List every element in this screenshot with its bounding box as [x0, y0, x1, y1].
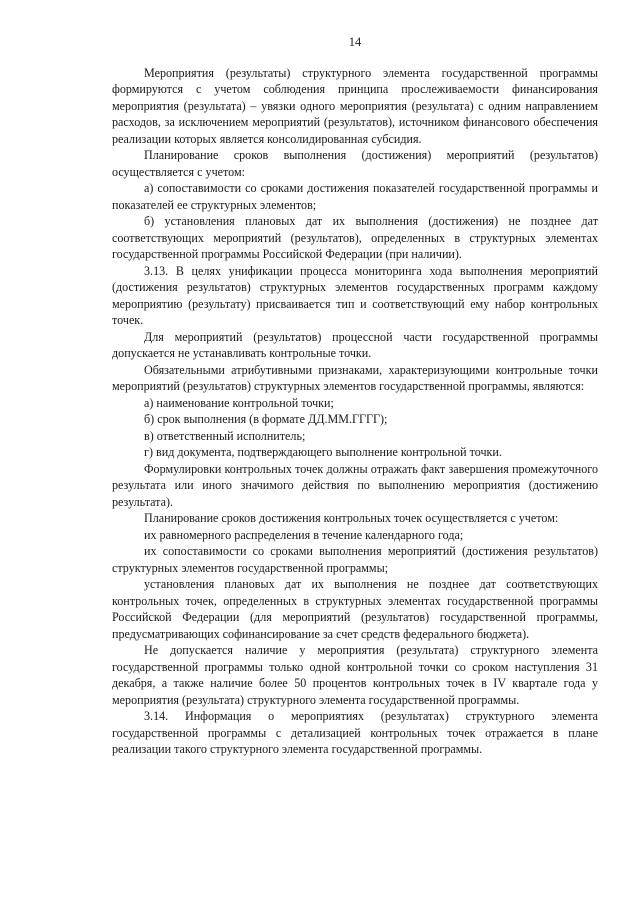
- list-item-attribute-a: а) наименование контрольной точки;: [144, 395, 334, 410]
- document-page: [112, 34, 598, 758]
- page-number: 14: [348, 35, 362, 49]
- paragraph-process-part: Для мероприятий (результатов) процессной части государственной программы допускается не устанавливать контрольные точки.: [112, 329, 598, 360]
- list-item-planned-dates: установления плановых дат их выполнения не позднее дат соответствующих контрольных точек, определенных в структурных элементах государственной программы Российской Федерации (для мероприятий (результатов) государственной программы, предусматривающих софинансирование за счет средств федерального бюджета).: [112, 577, 598, 641]
- list-item-attribute-c: в) ответственный исполнитель;: [144, 428, 306, 443]
- paragraph-3-13: 3.13. В целях унификации процесса мониторинга хода выполнения мероприятий (достижения результатов) структурных элементов государственных программ каждому мероприятию (результату) присваивается тип и соответствующий ему набор контрольных точек.: [112, 263, 598, 327]
- list-item-attribute-d: г) вид документа, подтверждающего выполнение контрольной точки.: [144, 445, 502, 459]
- list-item-even-distribution: их равномерного распределения в течение календарного года;: [144, 527, 464, 542]
- paragraph-formulations: Формулировки контрольных точек должны отражать факт завершения промежуточного результата или иного значимого действия по выполнению мероприятия (достижению результата).: [112, 461, 598, 509]
- paragraph-restrictions: Не допускается наличие у мероприятия (результата) структурного элемента государственной программы только одной контрольной точки со сроком наступления 31 декабря, а также наличие более 50 процентов контрольных точек в IV квартале года у мероприятия (результата) структурного элемента государственной программы.: [112, 643, 598, 707]
- list-item-comparability: их сопоставимости со сроками выполнения мероприятий (достижения результатов) структурных элементов государственной программы;: [112, 544, 598, 575]
- paragraph-planning-a: а) сопоставимости со сроками достижения показателей государственной программы и показателей ее структурных элементов;: [112, 181, 598, 212]
- paragraph-measures-formation: Мероприятия (результаты) структурного элемента государственной программы формируются с учетом соблюдения принципа прослеживаемости финансирования мероприятия (результата) – увязки одного мероприятия (результата) с одним направлением расходов, за исключением мероприятий (результатов), источником финансового обеспечения реализации которых является консолидированная субсидия.: [112, 65, 598, 146]
- paragraph-checkpoint-planning: Планирование сроков достижения контрольных точек осуществляется с учетом:: [144, 511, 559, 525]
- list-item-attribute-b: б) срок выполнения (в формате ДД.ММ.ГГГГ);: [144, 412, 388, 426]
- paragraph-planning-b: б) установления плановых дат их выполнения (достижения) не позднее дат соответствующих мероприятий (результатов), определенных в структурных элементах государственной программы Российской Федерации (при наличии).: [112, 214, 598, 261]
- paragraph-planning-intro: Планирование сроков выполнения (достижения) мероприятий (результатов) осуществляется с учетом:: [112, 148, 598, 179]
- paragraph-3-14: 3.14. Информация о мероприятиях (результатах) структурного элемента государственной программы с детализацией контрольных точек отражается в плане реализации такого структурного элемента государственной программы.: [112, 709, 598, 756]
- paragraph-attributes-intro: Обязательными атрибутивными признаками, характеризующими контрольные точки мероприятий (результатов) структурных элементов государственной программы, являются:: [112, 362, 598, 393]
